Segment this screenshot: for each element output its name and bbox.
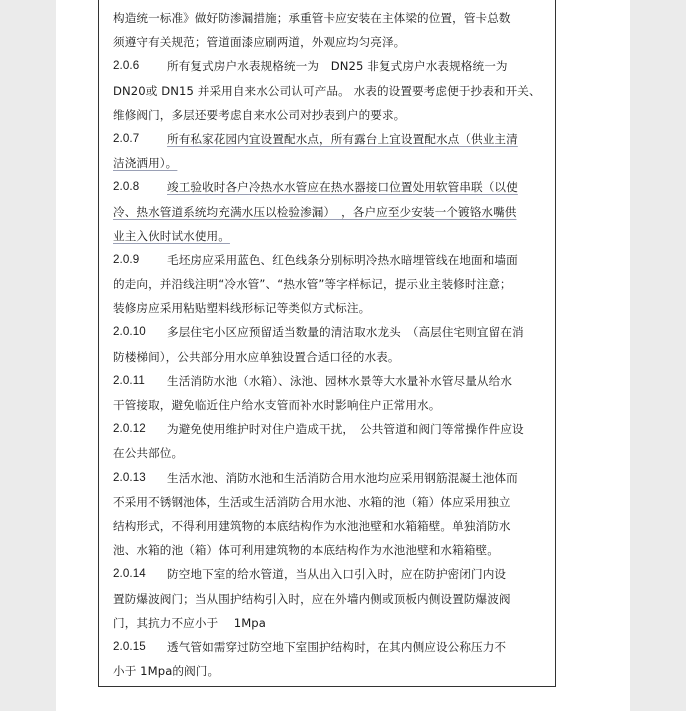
paragraph-text: 池、水箱的池（箱）体可利用建筑物的本底结构作为水池池壁和水箱箱壁。 [113,543,499,558]
paragraph-line [113,417,541,441]
document-content [113,6,541,683]
paragraph-line [113,659,541,683]
paragraph-line [113,6,541,30]
paragraph-line [113,393,541,417]
paragraph-line [113,345,541,369]
paragraph-text: 不采用不锈钢池体，生活或生活消防合用水池、水箱的池（箱）体应采用独立 [113,494,511,509]
paragraph-text: DN20或 DN15 并采用自来水公司认可产品。 水表的设置要考虑便于抄表和开关、 [113,83,541,98]
document-page [56,0,630,711]
paragraph-line [113,224,541,248]
paragraph-line [113,611,541,635]
paragraph-line [113,538,541,562]
viewer-background [630,0,686,711]
paragraph-text: 门，其抗力不应小于 1Mpa [113,615,266,630]
paragraph-line [113,562,541,586]
paragraph-text: 置防爆波阀门；当从围护结构引入时，应在外墙内侧或顶板内侧设置防爆波阀 [113,591,511,606]
paragraph-line [113,79,541,103]
paragraph-line [113,127,541,151]
paragraph-text: 干管接取，避免临近住户给水支管而补水时影响住户正常用水。 [113,398,441,412]
paragraph-text: 装修房应采用粘贴塑料线形标记等类似方式标注。 [113,301,371,316]
paragraph-text: 所有私家花园内宜设置配水点，所有露台上宜设置配水点（供业主清 [167,131,518,146]
page-frame [98,0,556,687]
paragraph-line [113,248,541,272]
paragraph-text: 维修阀门，多层还要考虑自来水公司对抄表到户的要求。 [113,107,406,122]
clause-number: 2.0.11 [113,373,145,387]
paragraph-text: 业主入伙时试水使用。 [113,228,230,243]
paragraph-text: 须遵守有关规范；管道面漆应刷两道，外观应均匀亮泽。 [113,35,406,50]
paragraph-text: 构造统一标准》做好防渗漏措施；承重管卡应安装在主体梁的位置，管卡总数 [113,11,511,25]
paragraph-line [113,175,541,199]
paragraph-line [113,369,541,393]
paragraph-text: 在公共部位。 [113,446,184,461]
paragraph-line [113,587,541,611]
paragraph-line [113,103,541,127]
paragraph-line [113,441,541,465]
clause-number: 2.0.7 [113,131,140,145]
paragraph-text: 竣工验收时各户冷热水水管应在热水器接口位置处用软管串联（以使 [167,180,518,195]
paragraph-line [113,151,541,175]
paragraph-line [113,296,541,320]
paragraph-line [113,320,541,344]
paragraph-text: 多层住宅小区应预留适当数量的清洁取水龙头 （高层住宅则宜留在消 [167,325,524,340]
clause-number: 2.0.14 [113,567,146,581]
paragraph-text: 生活水池、消防水池和生活消防合用水池均应采用钢筋混凝土池体而 [167,470,518,485]
paragraph-line [113,272,541,296]
clause-number: 2.0.12 [113,422,146,436]
paragraph-text: 防楼梯间），公共部分用水应单独设置合适口径的水表。 [113,349,400,364]
paragraph-text: 生活消防水池（水箱）、泳池、园林水景等大水量补水管尽量从给水 [167,373,513,388]
paragraph-text: 毛坯房应采用蓝色、红色线条分别标明冷热水暗埋管线在地面和墙面 [167,252,518,267]
paragraph-text: 冷、热水管道系统均充满水压以检验渗漏） ，各户应至少安装一个镀铬水嘴供 [113,204,517,219]
clause-number: 2.0.15 [113,639,146,653]
clause-number: 2.0.9 [113,252,140,266]
paragraph-line [113,466,541,490]
clause-number: 2.0.10 [113,325,146,339]
paragraph-text: 透气管如需穿过防空地下室围护结构时，在其内侧应设公称压力不 [167,639,507,654]
paragraph-text: 结构形式，不得利用建筑物的本底结构作为水池池壁和水箱箱壁。单独消防水 [113,518,511,533]
clause-number: 2.0.13 [113,470,146,484]
paragraph-line [113,514,541,538]
paragraph-text: 的走向，并沿线注明“冷水管”、“热水管”等字样标记，提示业主装修时注意； [113,277,512,292]
paragraph-text: 洁浇洒用）。 [113,156,178,171]
paragraph-text: 小于 1Mpa的阀门。 [113,664,220,679]
paragraph-line [113,635,541,659]
paragraph-text: 所有复式房户水表规格统一为 DN25 非复式房户水表规格统一为 [167,59,508,74]
clause-number: 2.0.6 [113,59,140,73]
paragraph-line [113,54,541,78]
paragraph-text: 防空地下室的给水管道，当从出入口引入时，应在防护密闭门内设 [167,567,507,582]
paragraph-line [113,200,541,224]
paragraph-line [113,30,541,54]
clause-number: 2.0.8 [113,180,140,194]
paragraph-text: 为避免使用维护时对住户造成干扰， 公共管道和阀门等常操作件应设 [167,422,524,437]
paragraph-line [113,490,541,514]
